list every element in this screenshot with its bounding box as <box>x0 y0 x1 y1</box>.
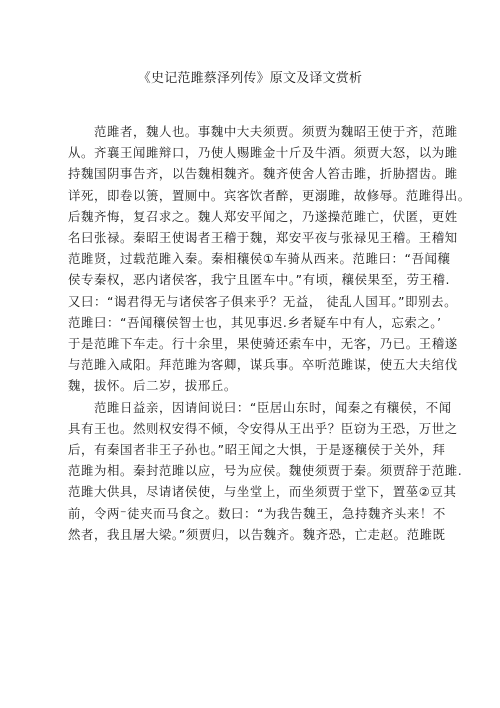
text-line: 范雎为相。秦封范雎以应，号为应侯。魏使须贾于秦。须贾辞于范雎. <box>68 463 463 479</box>
text-line: 前，令两⁻徒夹而马食之。数曰：“为我告魏王，急持魏齐头来！不 <box>68 505 446 521</box>
text-line: 后，有秦国者非王子孙也。”昭王闻之大惧，于是逐穰侯于关外，拜 <box>68 442 446 458</box>
text-line: 于是范雎下车走。行十余里，果使骑还索车中，无客，乃已。王稽遂 <box>68 336 458 352</box>
text-line: 范雎曰：“吾闻穰侯智士也，其见事迟.乡者疑车中有人，忘索之。’ <box>68 314 442 330</box>
text-line: 侯专秦权，恶内诸侯客，我宁且匿车中。”有顷，穰侯果至，劳王稽. <box>68 272 451 288</box>
document-body <box>68 121 471 545</box>
text-line: 范雎者，魏人也。事魏中大夫须贾。须贾为魏昭王使于齐，范雎 <box>94 124 458 139</box>
text-line: 魏，拔怀。后二岁，拔邢丘。 <box>68 378 237 394</box>
text-line: 具有王也。然则权安得不倾，令安得从王出乎？臣窃为王恐，万世之 <box>68 420 458 436</box>
text-line: 范雎大供具，尽请诸侯使，与坐堂上，而坐须贾于堂下，置莝②豆其 <box>68 484 457 500</box>
document-title: 《史记范雎蔡泽列传》原文及译文赏析 <box>137 71 363 86</box>
text-line: 从。齐襄王闻雎辩口，乃使人赐雎金十斤及牛酒。须贾大怒，以为雎 <box>68 145 458 161</box>
text-line: 名曰张禄。秦昭王使谒者王稽于魏，郑安平夜与张禄见王稽。王稽知 <box>68 230 458 246</box>
text-line: 范雎日益亲，因请间说曰：“臣居山东时，闻秦之有穰侯，不闻 <box>94 399 452 415</box>
text-line: 又曰：“谒君得无与诸侯客子俱来乎？无益， 徒乱人国耳。”即别去。 <box>68 293 458 309</box>
text-line: 持魏国阴事告齐，以告魏相魏齐。魏齐使舍人笞击雎，折胁摺齿。雎 <box>68 166 458 182</box>
text-line: 后魏齐悔，复召求之。魏人郑安平闻之，乃遂操范雎亡，伏匿，更姓 <box>68 208 458 224</box>
text-line: 详死，即卷以箦，置厕中。宾客饮者醉，更溺雎，故修辱。范雎得出。 <box>68 187 471 203</box>
paragraph <box>68 397 463 545</box>
text-line: 与范雎入咸阳。拜范雎为客卿，谋兵事。卒听范雎谋，使五大夫绾伐 <box>68 357 458 373</box>
paragraph <box>68 121 471 397</box>
text-line: 然者，我且屠大梁。”须贾归，以告魏齐。魏齐恐，亡走赵。范雎既 <box>68 526 446 542</box>
text-line: 范雎贤，过载范雎入秦。秦相穰侯①车骑从西来。范雎曰：“吾闻穰 <box>68 251 451 267</box>
